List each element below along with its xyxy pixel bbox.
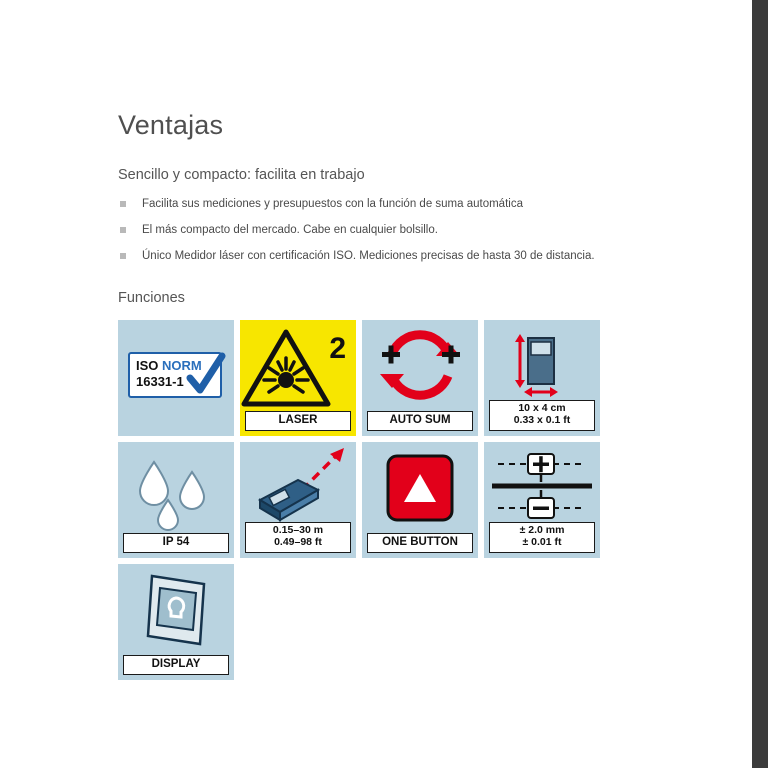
icon-tile-measuring-range: [240, 442, 356, 558]
bullet-square-icon: [120, 201, 126, 207]
iso-line1-norm: NORM: [162, 357, 202, 373]
list-item-text: Facilita sus mediciones y presupuestos con la función de suma automática: [142, 198, 523, 210]
functions-icon-grid: [118, 320, 618, 680]
document-content: [118, 110, 738, 680]
page-title: Ventajas: [118, 110, 224, 140]
icon-tile-one-button: [362, 442, 478, 558]
iso-line2: 16331-1: [136, 373, 184, 389]
tile-caption-line2: 0.49–98 ft: [274, 536, 322, 549]
tile-caption-line2: 0.33 x 0.1 ft: [513, 414, 571, 427]
icon-tile-ip54: [118, 442, 234, 558]
tile-caption-line1: 0.15–30 m: [272, 524, 324, 537]
icon-tile-display: [118, 564, 234, 680]
tile-caption: [245, 522, 351, 553]
icon-tile-iso-certification: [118, 320, 234, 436]
page-subtitle: Sencillo y compacto: facilita en trabajo: [118, 167, 365, 183]
icon-tile-auto-sum: [362, 320, 478, 436]
list-item: [118, 249, 738, 264]
functions-section-title: Funciones: [118, 289, 185, 306]
tile-caption: IP 54: [123, 533, 229, 553]
bullet-square-icon: [120, 253, 126, 259]
list-item: [118, 223, 738, 238]
list-item-text: El más compacto del mercado. Cabe en cualquier bolsillo.: [142, 223, 438, 236]
tile-caption: AUTO SUM: [367, 411, 473, 431]
list-item-text: Único Medidor láser con certificación ISO. Mediciones precisas de hasta 30 de distancia.: [142, 249, 595, 262]
tile-caption-line2: ± 0.01 ft: [522, 536, 562, 549]
iso-line1-iso: ISO: [136, 357, 159, 373]
tile-caption: [489, 400, 595, 431]
tile-caption-line1: 10 x 4 cm: [518, 402, 566, 415]
icon-tile-measuring-accuracy: [484, 442, 600, 558]
tile-caption-line1: ± 2.0 mm: [519, 524, 565, 537]
checkmark-icon: [186, 352, 226, 398]
tile-caption: [489, 522, 595, 553]
bullet-square-icon: [120, 227, 126, 233]
page-right-edge: [752, 0, 768, 768]
tile-caption: LASER: [245, 411, 351, 431]
advantages-list: [118, 197, 738, 264]
icon-tile-device-dimensions: [484, 320, 600, 436]
icon-tile-laser-class-2: [240, 320, 356, 436]
list-item: [118, 197, 738, 212]
tile-caption: DISPLAY: [123, 655, 229, 675]
iso-badge-icon: [118, 320, 234, 436]
tile-caption: ONE BUTTON: [367, 533, 473, 553]
laser-class-number: 2: [329, 331, 346, 365]
